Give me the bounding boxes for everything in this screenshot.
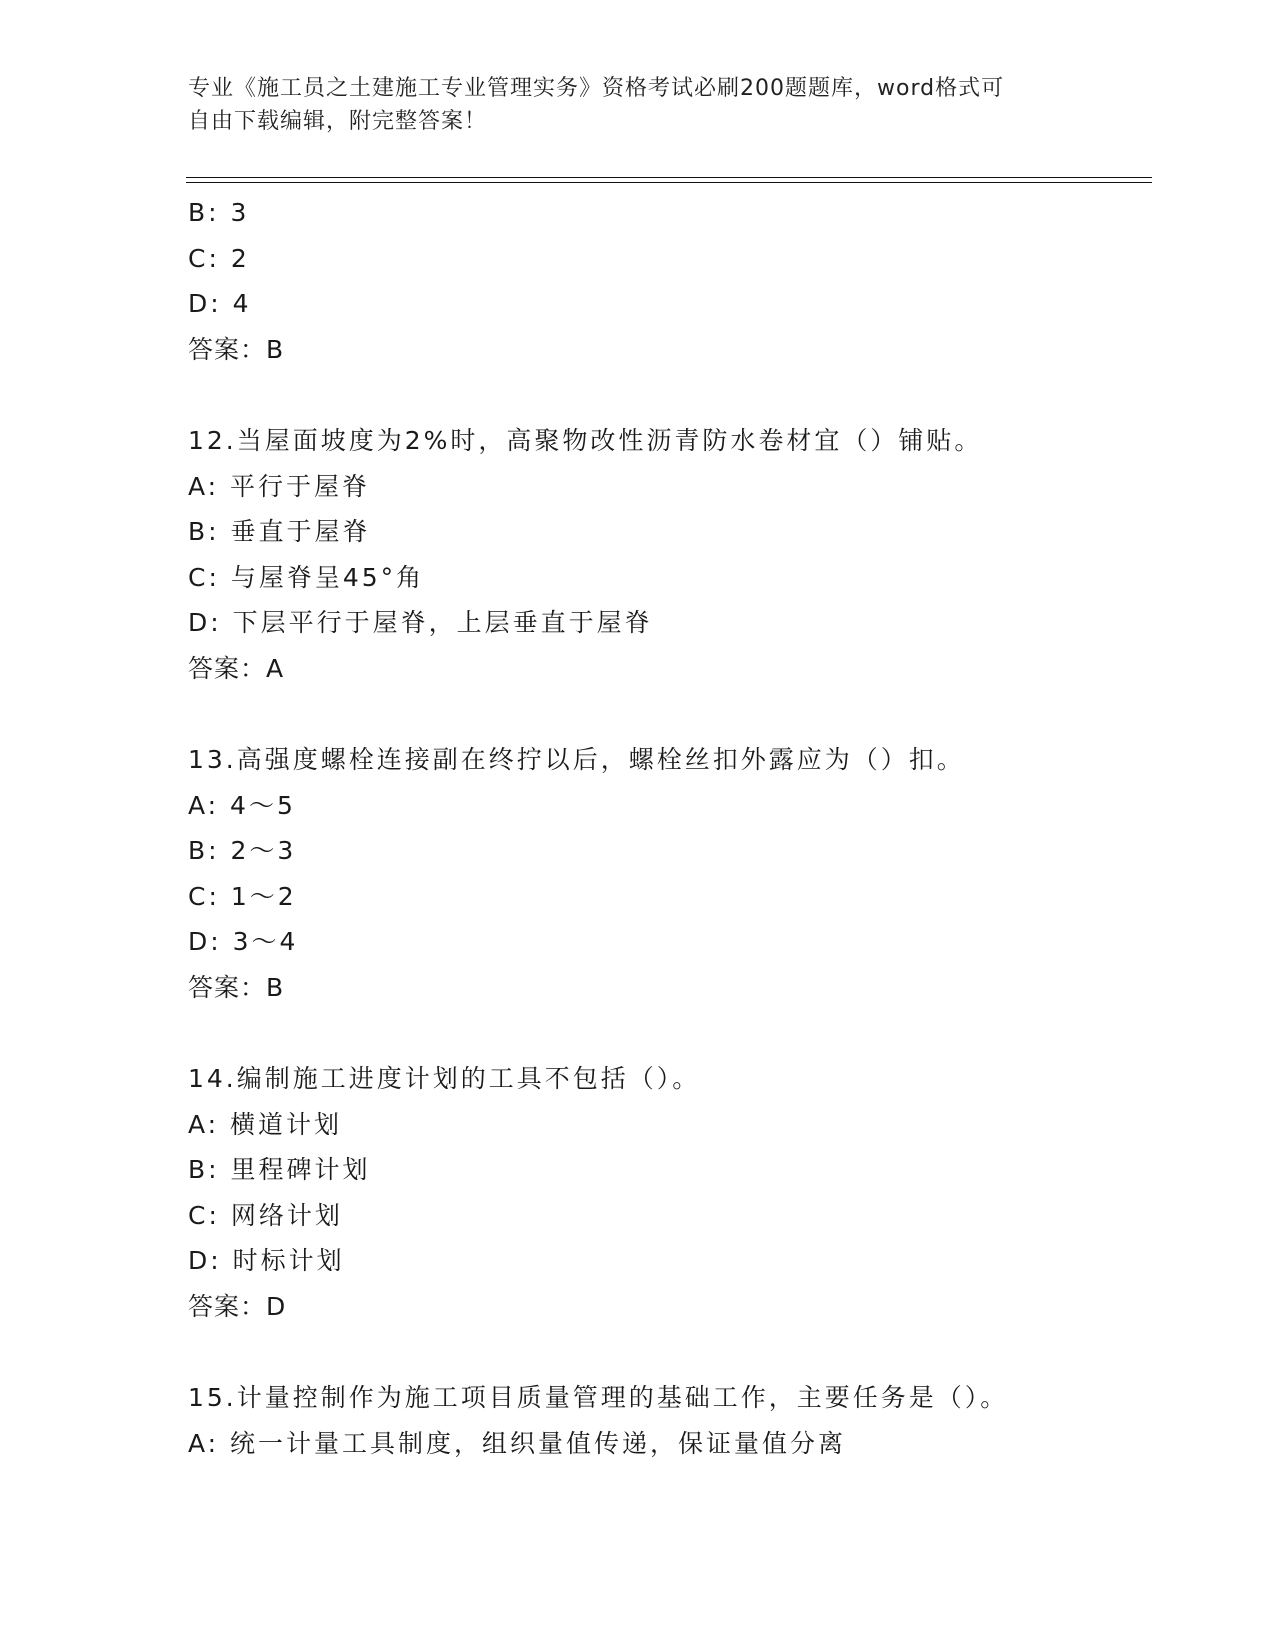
question-text: 15.计量控制作为施工项目质量管理的基础工作，主要任务是（）。 [188, 1383, 1009, 1412]
question-11-partial [188, 190, 1148, 372]
option-b: B: 垂直于屋脊 [188, 517, 371, 546]
option-d: D: 下层平行于屋脊，上层垂直于屋脊 [188, 608, 653, 637]
option-d: D: 时标计划 [188, 1246, 345, 1275]
question-text: 14.编制施工进度计划的工具不包括（）。 [188, 1064, 701, 1093]
header-line-2: 自由下载编辑，附完整答案！ [188, 109, 488, 134]
header-rule-bottom [186, 182, 1152, 183]
option-c: C: 网络计划 [188, 1200, 343, 1230]
document-header [188, 72, 1068, 138]
option-a: A: 平行于屋脊 [188, 471, 371, 501]
answer: 答案：D [188, 1291, 287, 1321]
question-12 [188, 418, 1148, 691]
question-13 [188, 737, 1148, 1010]
answer: 答案：B [188, 334, 285, 364]
option-b: B: 3 [188, 198, 250, 227]
option-c: C: 2 [188, 243, 250, 273]
question-text: 13.高强度螺栓连接副在终拧以后，螺栓丝扣外露应为（）扣。 [188, 745, 965, 774]
option-a: A: 横道计划 [188, 1109, 343, 1139]
question-14 [188, 1056, 1148, 1329]
header-rule-top [186, 177, 1152, 178]
header-line-1: 专业《施工员之土建施工专业管理实务》资格考试必刷200题题库，word格式可 [188, 76, 1005, 101]
option-d: D: 4 [188, 289, 252, 318]
option-d: D: 3～4 [188, 927, 299, 956]
question-15 [188, 1375, 1148, 1466]
answer: 答案：B [188, 972, 285, 1002]
answer: 答案：A [188, 653, 285, 683]
option-b: B: 2～3 [188, 836, 297, 865]
option-a: A: 统一计量工具制度，组织量值传递，保证量值分离 [188, 1428, 847, 1458]
option-c: C: 与屋脊呈45°角 [188, 562, 425, 592]
option-b: B: 里程碑计划 [188, 1155, 371, 1184]
question-text: 12.当屋面坡度为2%时，高聚物改性沥青防水卷材宜（）铺贴。 [188, 426, 983, 455]
option-c: C: 1～2 [188, 881, 297, 911]
question-list [188, 190, 1148, 1466]
option-a: A: 4～5 [188, 790, 296, 820]
